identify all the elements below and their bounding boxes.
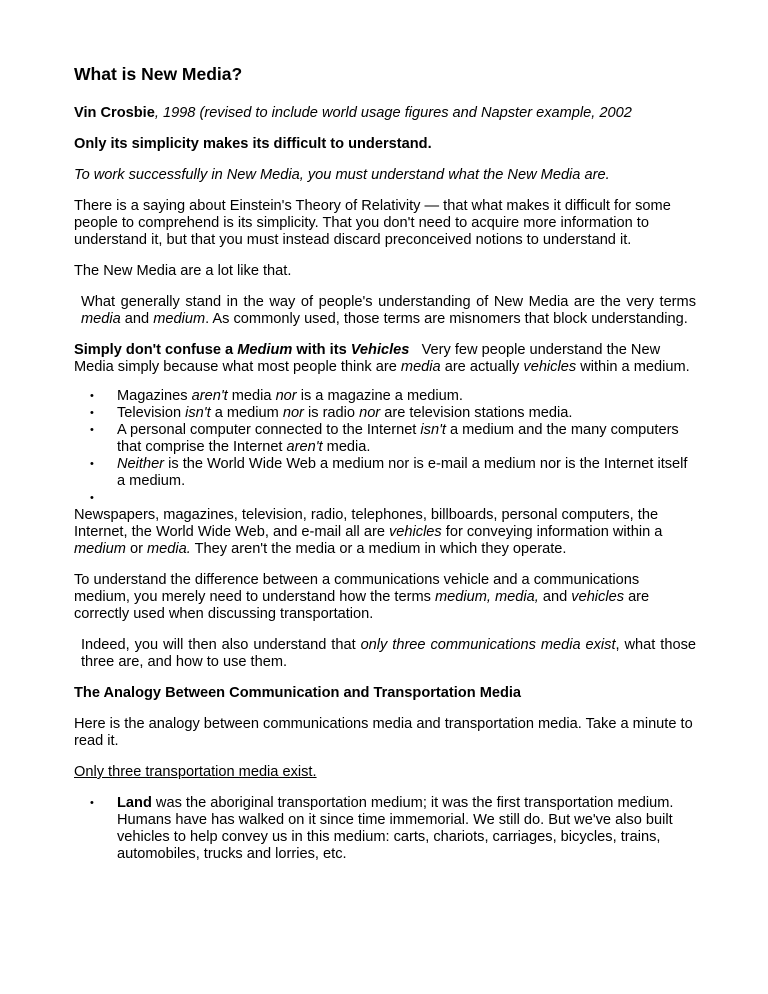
q2-a: Indeed, you will then also understand that	[81, 637, 361, 653]
pv-medium: medium	[74, 541, 126, 557]
author-name: Vin Crosbie	[74, 105, 155, 121]
subtitle	[74, 136, 696, 153]
confuse-lead	[74, 342, 409, 358]
list-item	[117, 405, 696, 422]
misconception-list	[74, 388, 696, 507]
confuse-text-b: are actually	[440, 359, 524, 375]
list-item	[117, 795, 696, 863]
alike-paragraph: The New Media are a lot like that.	[74, 263, 292, 279]
byline-note: , 1998 (revised to include world usage figures and Napster example, 2002	[154, 105, 632, 121]
confuse-lead-vehicles: Vehicles	[350, 342, 410, 358]
list-item	[117, 388, 696, 405]
q2-emph: only three communications media exist	[360, 637, 616, 653]
pv-vehicles: vehicles	[389, 524, 442, 540]
b1-a: Magazines	[117, 388, 192, 404]
list-item-empty	[117, 490, 696, 507]
b2-d: are television stations media.	[380, 405, 573, 421]
pv-b: for conveying information within a	[441, 524, 663, 540]
vehicles-paragraph	[74, 507, 696, 558]
intro-text: To work successfully in New Media, you must understand what the New Media are.	[74, 167, 610, 183]
b2-nor2: nor	[359, 405, 381, 421]
quote-three-media	[81, 637, 696, 671]
analogy-heading	[74, 685, 696, 702]
confuse-vehicles: vehicles	[523, 359, 577, 375]
einstein-paragraph: There is a saying about Einstein's Theory of Relativity — that what makes it difficult for some people to comprehend is its simplicity. That you don't need to acquire more information to understand it, but that you must instead discard preconceived notions to understand it.	[74, 198, 671, 248]
intro-paragraph	[74, 167, 696, 184]
b1-aren-t: aren't	[191, 388, 228, 404]
b2-a: Television	[117, 405, 186, 421]
subtitle-text: Only its simplicity makes its difficult to understand.	[74, 136, 432, 152]
pv-c: or	[125, 541, 147, 557]
quote1-text-c: . As commonly used, those terms are misnomers that block understanding.	[205, 311, 688, 327]
quote-media-terms	[81, 294, 696, 328]
pu-a: To understand the difference between a communications vehicle and a communications medium, you merely need to understand how the terms	[74, 572, 640, 605]
quote1-media: media	[81, 311, 121, 327]
three-media-underlined	[74, 764, 696, 781]
confuse-text-c: within a medium.	[576, 359, 690, 375]
confuse-media: media	[400, 359, 441, 375]
b3-b: a medium and the many computers that comprise the Internet	[117, 422, 679, 455]
pv-d: They aren't the media or a medium in which they operate.	[190, 541, 567, 557]
analogy-heading-text: The Analogy Between Communication and Transportation Media	[74, 685, 522, 701]
list-item	[117, 422, 696, 456]
pu-vehicles: vehicles	[571, 589, 625, 605]
pu-b: and	[538, 589, 572, 605]
b1-nor: nor	[275, 388, 297, 404]
confuse-text-a: Very few people understand the New Media simply because what most people think are	[74, 342, 665, 375]
byline	[74, 105, 696, 122]
b4-a: is the World Wide Web a medium nor is e-mail a medium nor is the Internet itself a medium.	[117, 456, 688, 489]
list-item	[117, 456, 696, 490]
understand-paragraph	[74, 572, 696, 623]
page-title: What is New Media?	[74, 64, 243, 84]
b2-b: a medium	[210, 405, 283, 421]
confuse-lead-b: with its	[292, 342, 351, 358]
b2-c: is radio	[303, 405, 360, 421]
b3-aren-t: aren't	[286, 439, 323, 455]
b2-isn-t: isn't	[185, 405, 211, 421]
quote1-text-a: What generally stand in the way of people's understanding of New Media are the very terms	[81, 294, 696, 310]
b2-nor1: nor	[282, 405, 304, 421]
b3-c: media.	[322, 439, 371, 455]
land-term: Land	[117, 795, 152, 811]
analogy-paragraph: Here is the analogy between communications media and transportation media. Take a minute to read it.	[74, 716, 693, 749]
pu-terms: medium, media,	[434, 589, 539, 605]
b1-b: media	[227, 388, 276, 404]
pv-media: media.	[147, 541, 191, 557]
b3-a: A personal computer connected to the Internet	[117, 422, 421, 438]
pv-a: Newspapers, magazines, television, radio, telephones, billboards, personal computers, the Internet, the World Wide Web, and e-mail all are	[74, 507, 659, 540]
b3-isn-t: isn't	[420, 422, 446, 438]
land-text: was the aboriginal transportation medium; it was the first transportation medium. Humans have has walked on it since time immemorial. We still do. But we've also built vehicles to help convey us in this medium: carts, chariots, carriages, bicycles, trains, automobiles, trucks and lorries, etc.	[117, 795, 674, 862]
confuse-paragraph	[74, 342, 696, 376]
pu-c: are correctly used when discussing transportation.	[74, 589, 650, 622]
confuse-lead-a: Simply don't confuse a	[74, 342, 238, 358]
underlined-text: Only three transportation media exist.	[74, 764, 317, 780]
b1-c: is a magazine a medium.	[296, 388, 463, 404]
confuse-lead-medium: Medium	[237, 342, 293, 358]
transport-media-list	[74, 795, 696, 863]
b4-neither: Neither	[117, 456, 165, 472]
quote1-medium: medium	[153, 311, 206, 327]
q2-b: , what those three are, and how to use them.	[81, 637, 696, 670]
quote1-text-b: and	[120, 311, 154, 327]
